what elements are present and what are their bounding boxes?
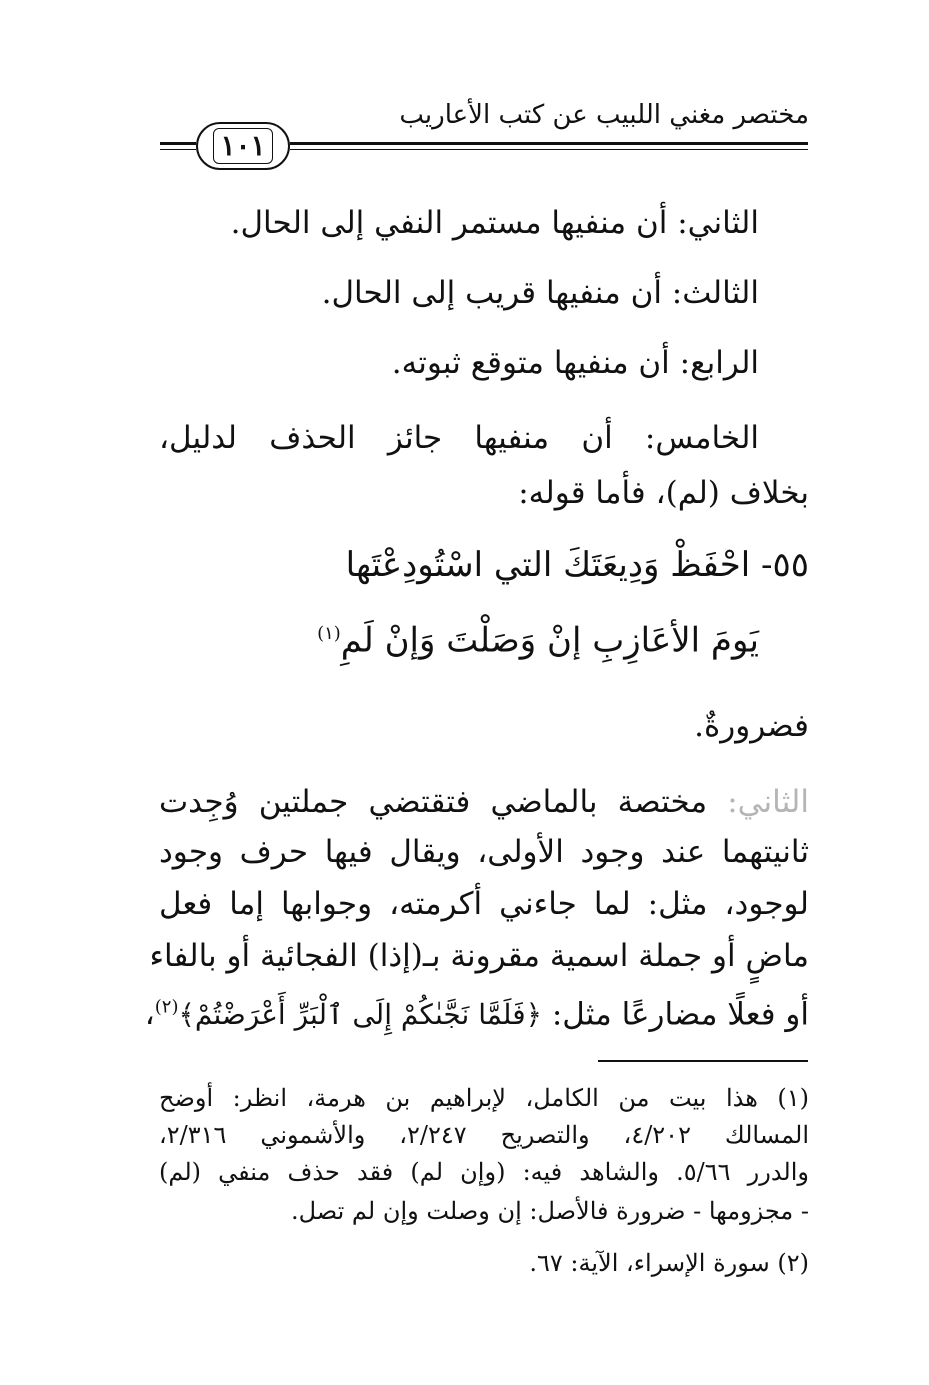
- poem-verse-2-text: يَومَ الأعَازِبِ إنْ وَصَلْتَ وَإنْ لَمِ: [340, 620, 759, 661]
- para-line-3: لوجود، مثل: لما جاءني أكرمته، وجوابها إما فعل: [159, 886, 809, 922]
- para-line-5-end: ،: [144, 996, 155, 1033]
- para-line-1-text: مختصة بالماضي فتقتضي جملتين وُجِدت: [159, 784, 708, 820]
- footnote-1-line-1: (١) هذا بيت من الكامل، لإبراهيم بن هرمة، انظر: أوضح: [159, 1084, 809, 1112]
- para-line-5: [144, 988, 809, 1035]
- poem-verse-2: [317, 612, 759, 662]
- quran-quote: [145, 996, 542, 1032]
- body-line-2: الثالث: أن منفيها قريب إلى الحال.: [321, 275, 759, 311]
- body-line-1: الثاني: أن منفيها مستمر النفي إلى الحال.: [230, 205, 759, 241]
- quran-text: ﴿فَلَمَّا نَجَّىٰكُمْ إِلَى ٱلْبَرِّ أَعْرَضْتُمْ﴾: [178, 998, 542, 1032]
- page-number: ١٠١: [213, 128, 272, 164]
- footnote-2: (٢) سورة الإسراء، الآية: ٦٧.: [529, 1249, 809, 1277]
- header-rule-left-thin: [160, 149, 196, 150]
- header-rule-left: [160, 142, 196, 145]
- para-line-1: [159, 782, 809, 822]
- footnote-1-line-2: المسالك ٤/٢٠٢، والتصريح ٢/٢٤٧، والأشموني ٢/٣١٦،: [159, 1121, 810, 1149]
- para-line-4: ماضٍ أو جملة اسمية مقرونة بـ(إذا) الفجائية أو بالفاء: [149, 938, 809, 974]
- running-title: مختصر مغني اللبيب عن كتب الأعاريب: [399, 100, 809, 130]
- poem-verse-1: ٥٥- احْفَظْ وَدِيعَتَكَ التي اسْتُودِعْتَها: [345, 545, 809, 585]
- para-line-5-start: أو فعلًا مضارعًا مثل:: [551, 996, 809, 1033]
- footnote-separator: [598, 1060, 808, 1062]
- body-line-5: بخلاف (لم)، فأما قوله:: [518, 475, 809, 511]
- body-line-6: فضرورةٌ.: [694, 708, 809, 744]
- footnote-1-line-3: والدرر ٥/٦٦. والشاهد فيه: (وإن لم) فقد حذف منفي (لم): [159, 1158, 809, 1186]
- footnote-ref-2: (٢): [154, 997, 179, 1018]
- footnote-1-line-4: - مجزومها - ضرورة فالأصل: إن وصلت وإن لم تصل.: [290, 1197, 809, 1225]
- body-line-3: الرابع: أن منفيها متوقع ثبوته.: [391, 345, 759, 381]
- header-rule-thin: [290, 149, 808, 150]
- header-rule: [290, 142, 808, 145]
- body-line-4: الخامس: أن منفيها جائز الحذف لدليل،: [159, 420, 759, 456]
- para-label: الثاني:: [727, 784, 809, 820]
- page-number-frame: [196, 122, 290, 170]
- para-line-2: ثانيتهما عند وجود الأولى، ويقال فيها حرف وجود: [159, 834, 809, 870]
- footnote-ref-1: (١): [317, 623, 341, 644]
